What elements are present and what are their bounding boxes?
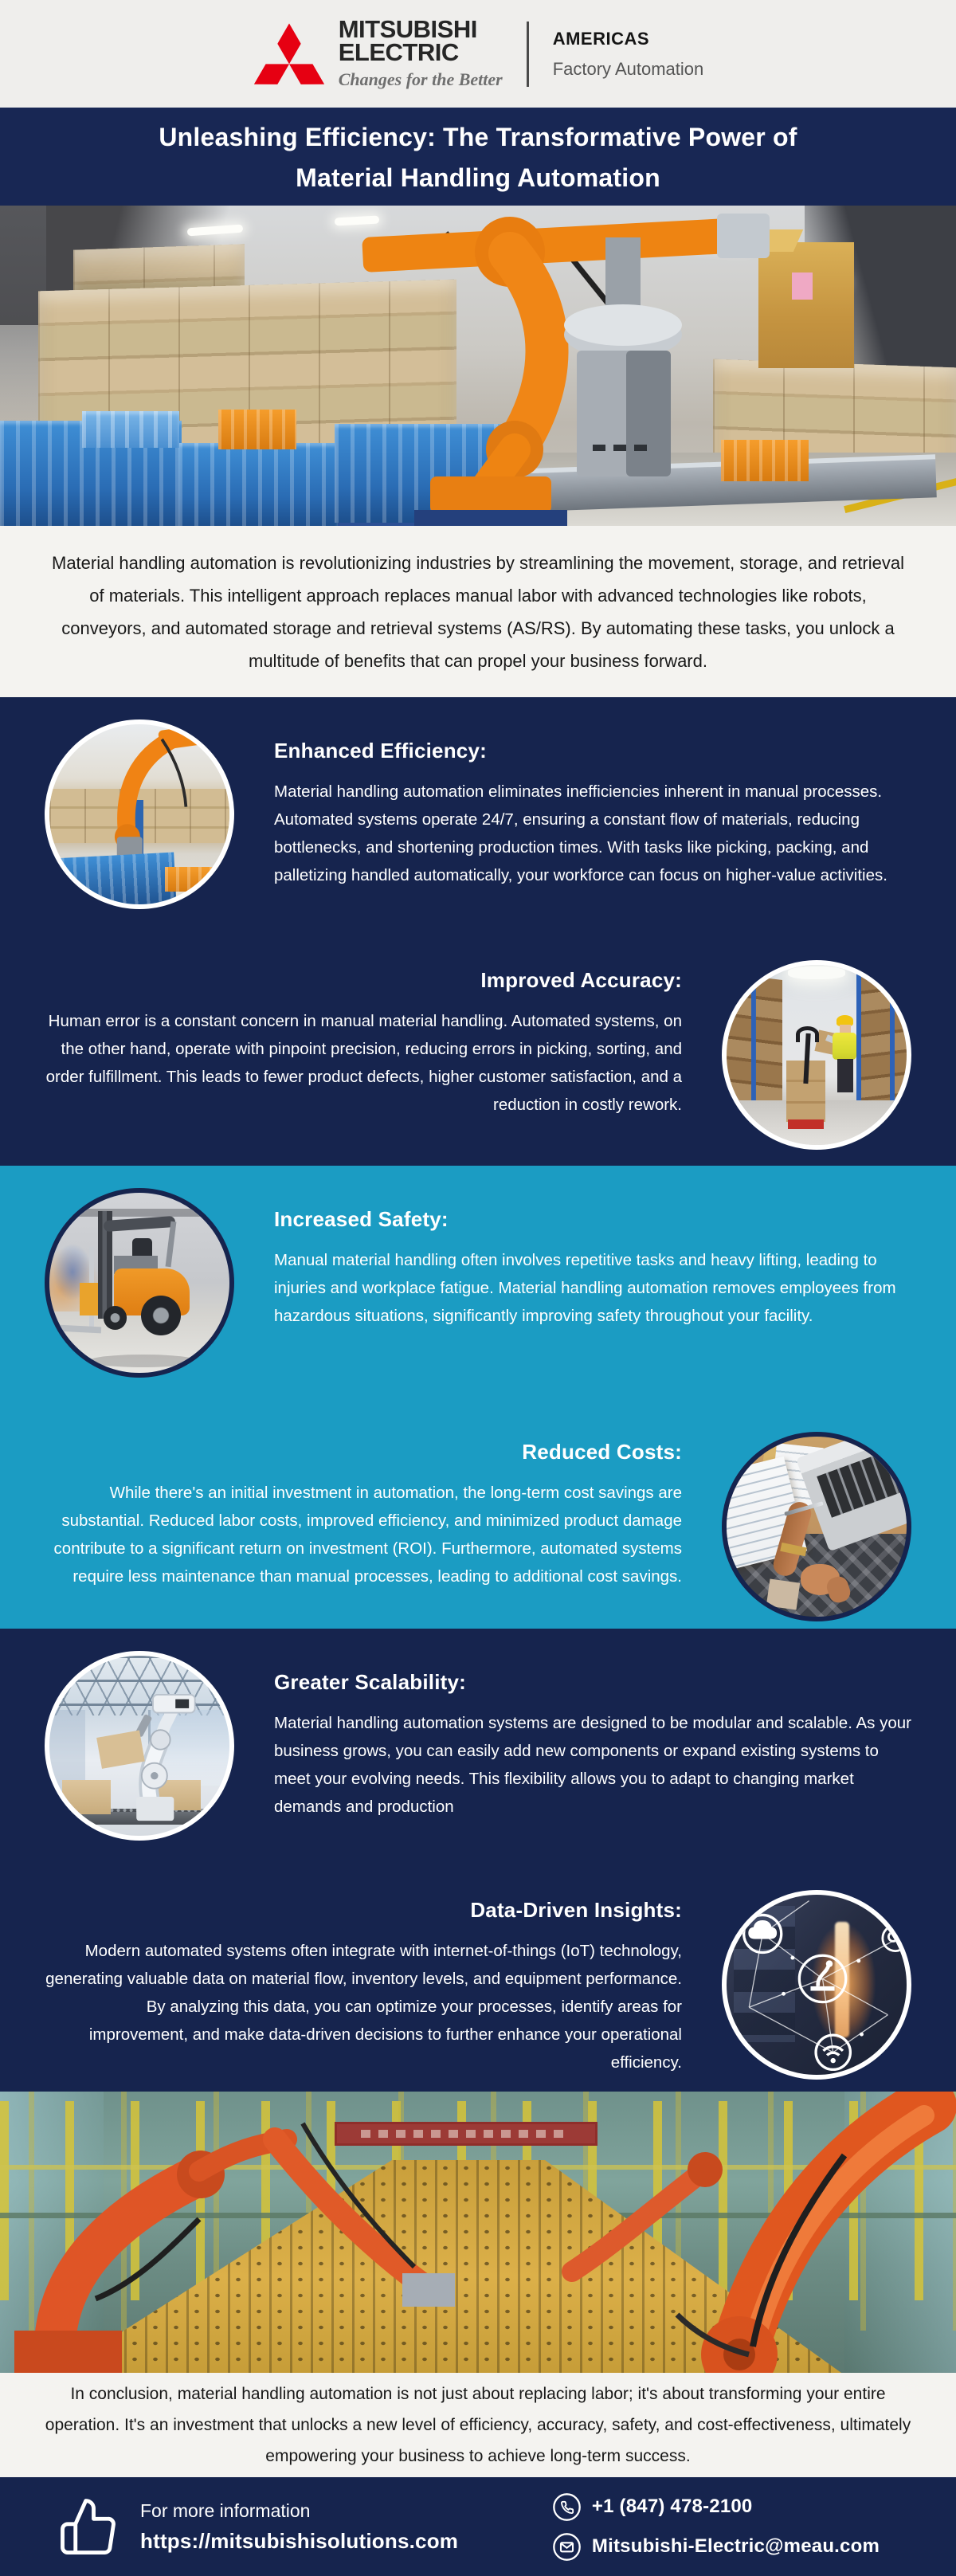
- photo-iot-icons-network: [727, 1895, 907, 2075]
- page-title: [0, 108, 956, 206]
- brand-tagline: Changes for the Better: [338, 69, 503, 90]
- section-photo-white-robot-arm: [45, 1651, 234, 1841]
- section-title: Greater Scalability:: [274, 1670, 466, 1694]
- section-body: While there's an initial investment in automation, the long-term cost savings are substantial. Reduced labor costs, improved efficiency, and minimized product damage contribute to a significant return on investment (ROI). Furthermore, automated systems require less maintenance than manual processes, leading to additional cost savings.: [53, 1484, 682, 1586]
- section-body: Modern automated systems often integrate with internet-of-things (IoT) technology, generating valuable data on material flow, inventory levels, and equipment performance. By analyzing this data, you can optimize your processes, identify areas for improvement, and make data-driven decisions to further enhance your operational efficiency.: [45, 1942, 682, 2072]
- bottom-photo-factory-robots: [0, 2092, 956, 2373]
- region-block: [553, 29, 704, 80]
- phone-row: [552, 2492, 880, 2522]
- hero-robot-arm-illustration: [0, 206, 956, 526]
- photo-forklift-rear-wheel: [141, 1296, 181, 1335]
- photo-ceiling-light: [788, 966, 845, 979]
- section-photo-paperwork-laptop: [722, 1432, 911, 1621]
- section-title: Enhanced Efficiency:: [274, 739, 487, 763]
- section-content: [45, 949, 682, 1119]
- section-content: [45, 1879, 682, 2076]
- email-icon: [552, 2532, 582, 2562]
- benefits-band-1: [0, 697, 956, 1166]
- benefits-band-2: [0, 1166, 956, 1629]
- photo-worker-pants: [837, 1059, 853, 1093]
- section-body: Material handling automation systems are designed to be modular and scalable. As your business grows, you can easily add new components or expand existing systems to meet your evolving needs. This flexibility allows you to adapt to changing market demands and production: [274, 1714, 911, 1816]
- benefits-band-3: [0, 1629, 956, 2092]
- photo-second-arm: [766, 1578, 801, 1610]
- section-title: Reduced Costs:: [522, 1440, 682, 1464]
- mitsubishi-three-diamonds-icon: [253, 18, 326, 90]
- info-block: [140, 2500, 458, 2554]
- info-label: For more information: [140, 2500, 311, 2521]
- section-improved-accuracy: [0, 927, 956, 1166]
- section-content: [45, 1421, 682, 1590]
- section-photo-forklift: [45, 1188, 234, 1378]
- phone-icon: [552, 2492, 582, 2522]
- brand-text: [338, 14, 503, 90]
- photo-forklift-front-wheel: [104, 1306, 127, 1329]
- thumbs-up-icon: [57, 2493, 120, 2560]
- photo-white-robot-illustration: [49, 1656, 229, 1836]
- photo-rack-left: [722, 972, 782, 1110]
- section-body: Manual material handling often involves repetitive tasks and heavy lifting, leading to injuries and workplace fatigue. Material handling automation removes employees from hazardous situations, significantly improving safety throughout your facility.: [274, 1251, 896, 1325]
- brand-name-line2: ELECTRIC: [338, 38, 459, 66]
- section-increased-safety: [0, 1166, 956, 1398]
- section-body: Material handling automation eliminates inefficiencies inherent in manual processes. Automated systems operate 24/7, ensuring a constant flow of materials, reducing bottlenecks, and shortening production times. With tasks like picking, packing, and palletizing handled automatically, your workforce can focus on higher-value activities.: [274, 782, 887, 884]
- region-name: AMERICAS: [552, 28, 650, 49]
- section-content: [274, 1188, 911, 1330]
- section-photo-iot-network: [722, 1890, 911, 2080]
- division-name: Factory Automation: [552, 58, 704, 79]
- section-title: Data-Driven Insights:: [470, 1898, 682, 1922]
- section-content: [274, 719, 911, 889]
- intro-section: [0, 526, 956, 697]
- photo-forklift-roof: [103, 1215, 175, 1231]
- brand-name-line1: MITSUBISHI: [338, 14, 477, 43]
- section-greater-scalability: [0, 1629, 956, 1857]
- contact-footer: [0, 2477, 956, 2576]
- photo-worker-head: [840, 1025, 851, 1033]
- photo-ceiling-beam: [49, 1209, 229, 1217]
- photo-worker-vest: [833, 1033, 856, 1060]
- header-divider: [527, 22, 529, 87]
- email-address[interactable]: Mitsubishi-Electric@meau.com: [591, 2535, 880, 2557]
- mitsubishi-logo-group: [253, 14, 503, 90]
- photo-pallet-jack-loop: [796, 1026, 819, 1042]
- photo-forklift-roll-bar: [166, 1221, 177, 1267]
- section-data-driven-insights: [0, 1857, 956, 2092]
- section-title: Increased Safety:: [274, 1207, 449, 1231]
- contact-block: [552, 2492, 899, 2562]
- brand-header: [0, 0, 956, 108]
- page-title-line1: Unleashing Efficiency: The Transformative Power of: [159, 122, 797, 151]
- section-photo-warehouse-worker: [722, 960, 911, 1150]
- section-body: Human error is a constant concern in manual material handling. Automated systems, on the other hand, operate with pinpoint precision, reducing errors in picking, sorting, and order fulfillment. This leads to fewer product defects, higher customer satisfaction, and a reduction in costly rework.: [45, 1012, 682, 1114]
- section-photo-robot-arm-boxes: [45, 719, 234, 909]
- conclusion-section: [0, 2373, 956, 2477]
- page-title-line2: Material Handling Automation: [296, 163, 660, 192]
- section-content: [274, 1651, 911, 1821]
- section-title: Improved Accuracy:: [480, 968, 682, 992]
- hero-photo-warehouse-robot: [0, 206, 956, 526]
- website-link[interactable]: https://mitsubishisolutions.com: [140, 2528, 459, 2553]
- photo-floor-shadow: [89, 1355, 198, 1367]
- section-enhanced-efficiency: [0, 697, 956, 927]
- phone-number[interactable]: +1 (847) 478-2100: [591, 2496, 753, 2517]
- photo-blue-bins: [45, 853, 177, 909]
- photo-rack-right: [856, 965, 911, 1109]
- photo-forklift-fork: [58, 1325, 102, 1334]
- photo-laptop-keyboard: [817, 1448, 911, 1518]
- email-row: [552, 2532, 880, 2562]
- photo-orange-robot-arms-illustration: [0, 2092, 956, 2373]
- section-reduced-costs: [0, 1398, 956, 1629]
- photo-pallet-jack-base: [788, 1119, 824, 1128]
- photo-orange-bin: [165, 867, 225, 892]
- intro-paragraph: Material handling automation is revolutionizing industries by streamlining the movement, storage, and retrieval of materials. This intelligent approach replaces manual labor with advanced technologies like robots, conveyors, and automated storage and retrieval systems (AS/RS). By automating these tasks, you unlock a multitude of benefits that can propel your business forward.: [52, 552, 904, 671]
- conclusion-paragraph: In conclusion, material handling automation is not just about replacing labor; it's about transforming your entire operation. It's an investment that unlocks a new level of efficiency, accuracy, safety, and cost-effectiveness, ultimately empowering your business to achieve long-term success.: [45, 2385, 911, 2465]
- photo-forklift-carriage: [80, 1283, 98, 1315]
